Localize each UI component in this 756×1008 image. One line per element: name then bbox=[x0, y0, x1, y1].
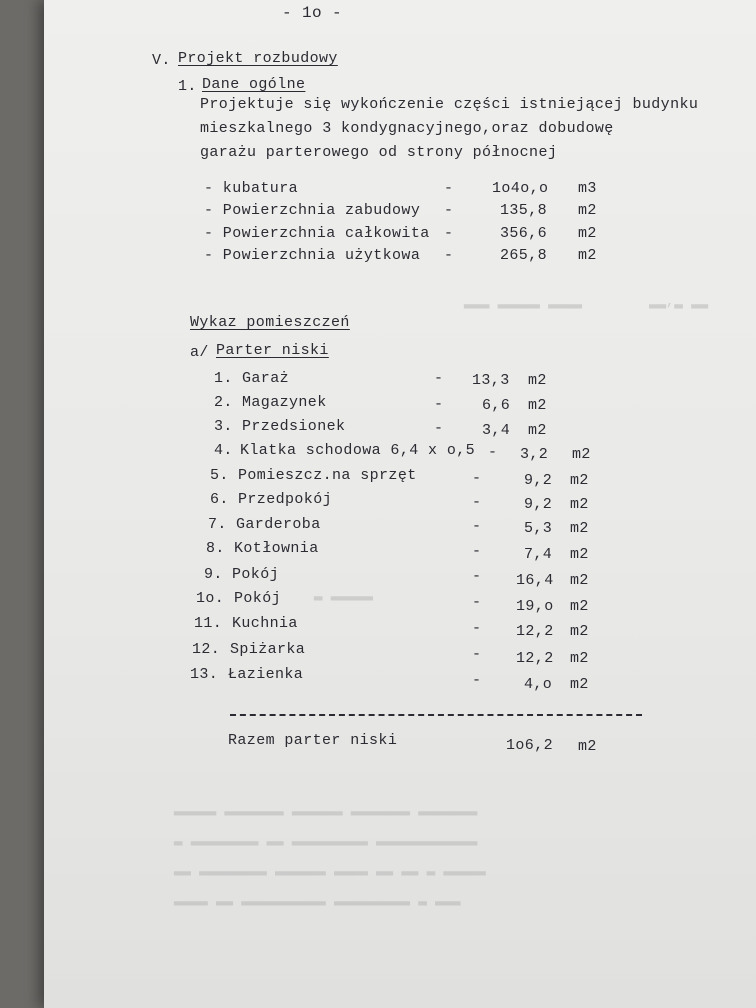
room-dash: - bbox=[472, 646, 482, 663]
intro-line: Projektuje się wykończenie części istniejącej budynku bbox=[200, 96, 699, 113]
room-number: 9. bbox=[204, 566, 223, 583]
subsection-title: Dane ogólne bbox=[202, 76, 306, 93]
room-number: 6. bbox=[210, 491, 229, 508]
room-number: 1. bbox=[214, 370, 233, 387]
room-area: 16,4 bbox=[516, 572, 554, 589]
intro-line: mieszkalnego 3 kondygnacyjnego,oraz dobudowę bbox=[200, 120, 614, 137]
total-value: 1o6,2 bbox=[506, 737, 554, 754]
room-name: Przedsionek bbox=[242, 418, 346, 435]
room-name: Kuchnia bbox=[232, 615, 298, 632]
room-area: 19,o bbox=[516, 598, 554, 615]
room-area: 3,4 bbox=[482, 422, 511, 439]
floor-prefix: a/ bbox=[190, 344, 209, 361]
room-dash: - bbox=[472, 518, 482, 535]
room-area: 12,2 bbox=[516, 623, 554, 640]
room-name: Łazienka bbox=[228, 666, 304, 683]
room-dash: - bbox=[434, 396, 444, 413]
parameter-dash: - bbox=[444, 202, 454, 219]
intro-line: garażu parterowego od strony północnej bbox=[200, 144, 558, 161]
section-number: V. bbox=[152, 52, 171, 69]
room-name: Pokój bbox=[234, 590, 282, 607]
room-unit: m2 bbox=[570, 598, 589, 615]
bleed-through-text: ▂ ▂▂▂▂▂ bbox=[314, 586, 373, 602]
room-unit: m2 bbox=[572, 446, 591, 463]
room-area: 7,4 bbox=[524, 546, 553, 563]
room-number: 11. bbox=[194, 615, 223, 632]
room-name: Pomieszcz.na sprzęt bbox=[238, 467, 417, 484]
room-unit: m2 bbox=[570, 676, 589, 693]
parameter-unit: m2 bbox=[578, 247, 597, 264]
room-unit: m2 bbox=[528, 372, 547, 389]
room-number: 5. bbox=[210, 467, 229, 484]
room-number: 4. bbox=[214, 442, 233, 459]
parameter-value: 356,6 bbox=[500, 225, 548, 242]
floor-title: Parter niski bbox=[216, 342, 329, 359]
room-unit: m2 bbox=[570, 546, 589, 563]
room-name: Magazynek bbox=[242, 394, 327, 411]
room-number: 7. bbox=[208, 516, 227, 533]
room-area: 4,o bbox=[524, 676, 553, 693]
parameter-label: - kubatura bbox=[204, 180, 299, 197]
room-dash: - bbox=[434, 370, 444, 387]
room-area: 9,2 bbox=[524, 496, 553, 513]
room-area: 13,3 bbox=[472, 372, 510, 389]
parameter-unit: m2 bbox=[578, 202, 597, 219]
room-number: 1o. bbox=[196, 590, 225, 607]
parameter-value: 265,8 bbox=[500, 247, 548, 264]
room-dash: - bbox=[434, 420, 444, 437]
parameter-value: 1o4o,o bbox=[492, 180, 549, 197]
room-area: 12,2 bbox=[516, 650, 554, 667]
sum-rule bbox=[230, 714, 642, 716]
room-unit: m2 bbox=[528, 397, 547, 414]
room-dash: - bbox=[472, 672, 482, 689]
room-number: 8. bbox=[206, 540, 225, 557]
room-unit: m2 bbox=[570, 650, 589, 667]
room-name: Kotłownia bbox=[234, 540, 319, 557]
parameter-label: - Powierzchnia zabudowy bbox=[204, 202, 421, 219]
parameter-dash: - bbox=[444, 180, 454, 197]
rooms-heading: Wykaz pomieszczeń bbox=[190, 314, 350, 331]
section-title: Projekt rozbudowy bbox=[178, 50, 338, 67]
room-unit: m2 bbox=[570, 572, 589, 589]
room-name: Garaż bbox=[242, 370, 290, 387]
room-dash: - bbox=[472, 543, 482, 560]
room-number: 13. bbox=[190, 666, 219, 683]
room-dash: - bbox=[472, 594, 482, 611]
parameter-value: 135,8 bbox=[500, 202, 548, 219]
subsection-number: 1. bbox=[178, 78, 197, 95]
room-area: 5,3 bbox=[524, 520, 553, 537]
room-number: 12. bbox=[192, 641, 221, 658]
bleed-through-text: ▂▂ ▂▂▂▂▂▂▂▂ ▂▂▂▂▂▂ ▂▂▂▂ ▂▂ ▂▂ ▂ ▂▂▂▂▂ bbox=[174, 861, 486, 877]
room-number: 2. bbox=[214, 394, 233, 411]
room-unit: m2 bbox=[570, 623, 589, 640]
room-area: 9,2 bbox=[524, 472, 553, 489]
room-name: Garderoba bbox=[236, 516, 321, 533]
room-unit: m2 bbox=[570, 496, 589, 513]
room-unit: m2 bbox=[528, 422, 547, 439]
bleed-through-text: ▂▂▂▂ ▂▂ ▂▂▂▂▂▂▂▂▂▂ ▂▂▂▂▂▂▂▂▂ ▂ ▂▂▂ bbox=[174, 891, 461, 907]
page-number: - 1o - bbox=[282, 4, 343, 22]
room-unit: m2 bbox=[570, 520, 589, 537]
parameter-dash: - bbox=[444, 225, 454, 242]
room-dash: - bbox=[472, 470, 482, 487]
room-number: 3. bbox=[214, 418, 233, 435]
room-name: Klatka schodowa 6,4 x o,5 bbox=[240, 442, 476, 459]
room-dash: - bbox=[488, 444, 498, 461]
bleed-through-text: ▂▂▂▂▂ ▂▂▂▂▂▂▂ ▂▂▂▂▂▂ ▂▂▂▂▂▂▂ ▂▂▂▂▂▂▂ bbox=[174, 801, 478, 817]
room-area: 6,6 bbox=[482, 397, 511, 414]
parameter-unit: m2 bbox=[578, 225, 597, 242]
total-label: Razem parter niski bbox=[228, 732, 398, 749]
room-dash: - bbox=[472, 494, 482, 511]
bleed-through-text: ▂▂▂ ▂▂▂▂▂ ▂▂▂▂ ▂▂,▂ ▂▂ bbox=[464, 294, 709, 310]
room-dash: - bbox=[472, 568, 482, 585]
room-name: Spiżarka bbox=[230, 641, 306, 658]
room-area: 3,2 bbox=[520, 446, 549, 463]
document-page bbox=[44, 0, 756, 1008]
room-name: Pokój bbox=[232, 566, 280, 583]
parameter-label: - Powierzchnia użytkowa bbox=[204, 247, 421, 264]
room-name: Przedpokój bbox=[238, 491, 333, 508]
total-unit: m2 bbox=[578, 738, 597, 755]
parameter-dash: - bbox=[444, 247, 454, 264]
bleed-through-text: ▂ ▂▂▂▂▂▂▂▂ ▂▂ ▂▂▂▂▂▂▂▂▂ ▂▂▂▂▂▂▂▂▂▂▂▂ bbox=[174, 831, 478, 847]
parameter-label: - Powierzchnia całkowita bbox=[204, 225, 430, 242]
room-unit: m2 bbox=[570, 472, 589, 489]
parameter-unit: m3 bbox=[578, 180, 597, 197]
room-dash: - bbox=[472, 620, 482, 637]
